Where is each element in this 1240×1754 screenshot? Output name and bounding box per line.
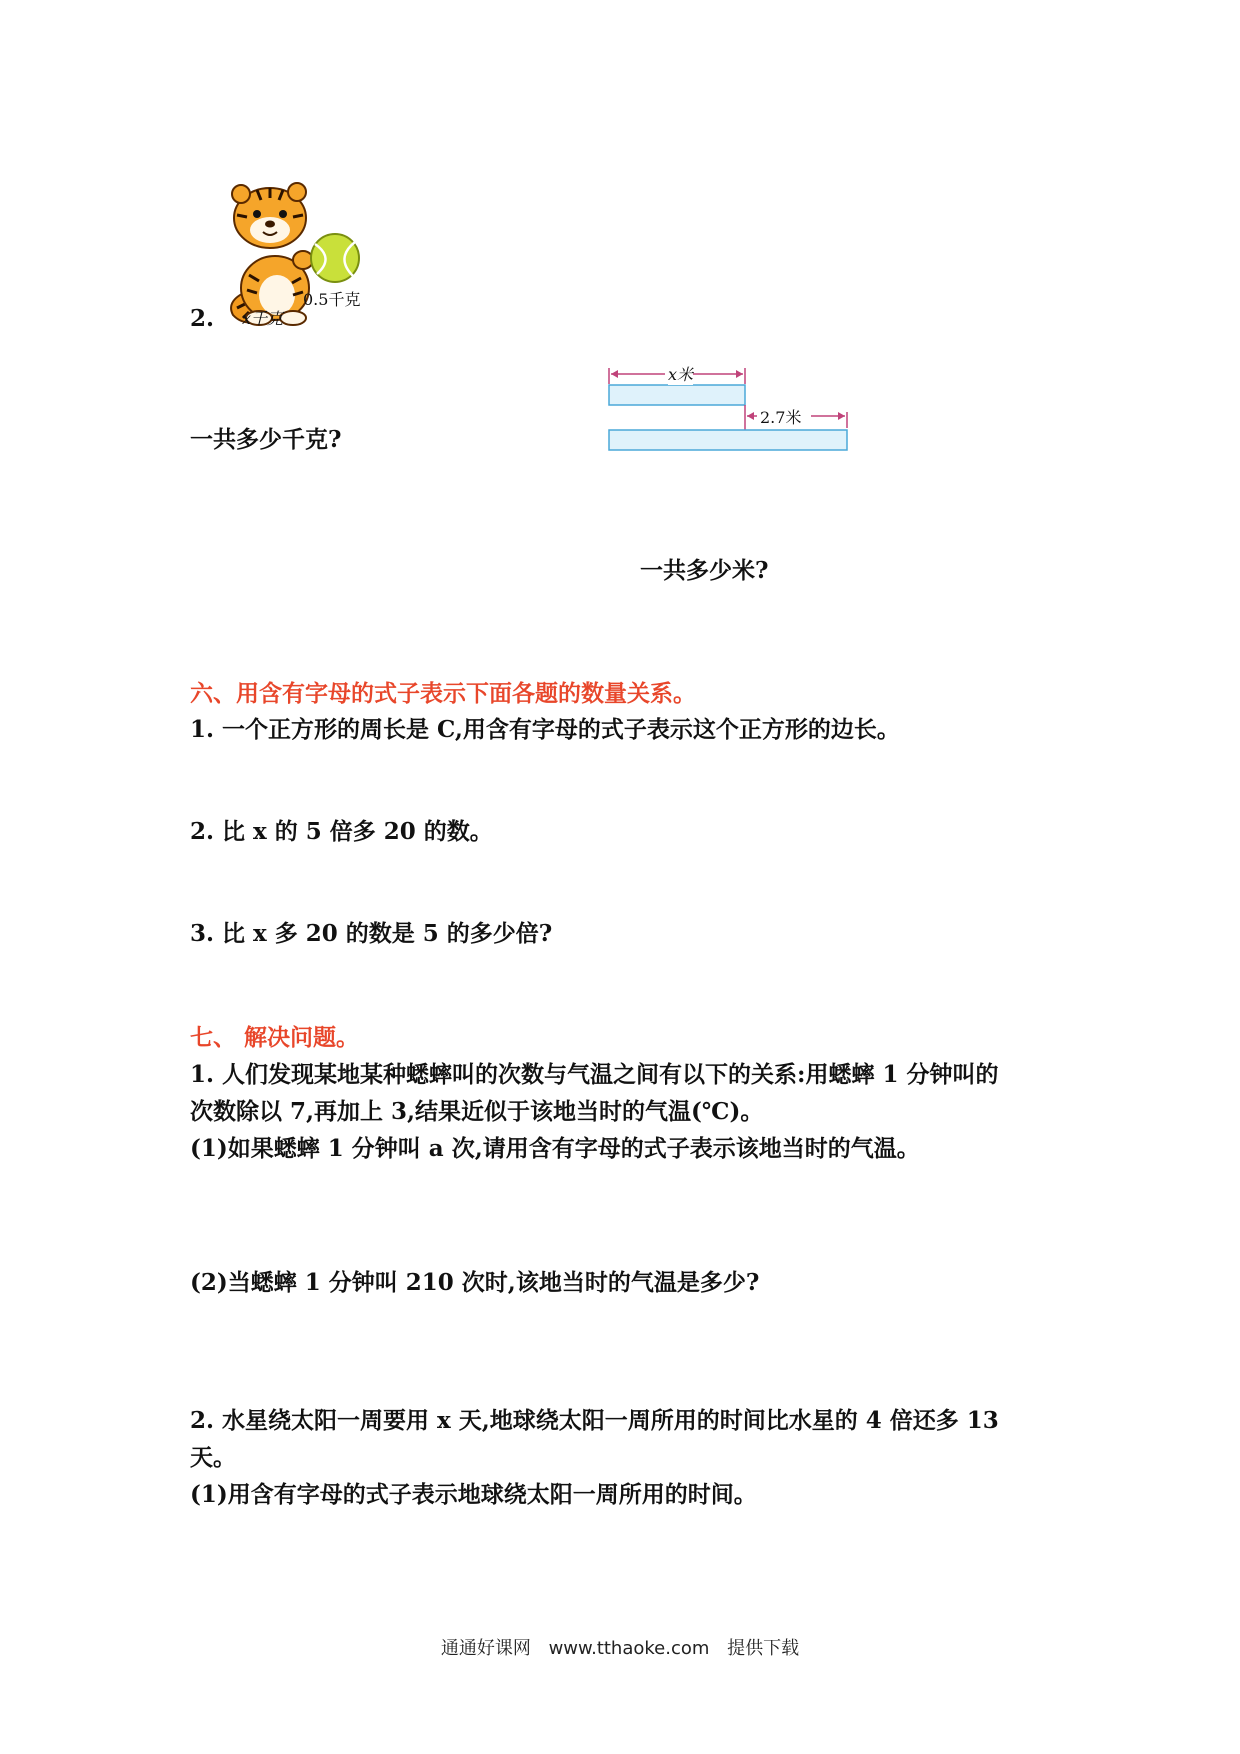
- tiger-weight-label: x千克: [242, 309, 284, 328]
- tiger-arm: [293, 251, 313, 269]
- tiger-nose: [265, 221, 275, 228]
- bottom-bar: [609, 430, 847, 450]
- section-7-q1-line2: 次数除以 7,再加上 3,结果近似于该地当时的气温(℃)。: [190, 1098, 764, 1125]
- footer-url[interactable]: www.tthaoke.com: [548, 1638, 710, 1659]
- section-7-q2-line1: 2. 水星绕太阳一周要用 x 天,地球绕太阳一周所用的时间比水星的 4 倍还多 13: [190, 1407, 999, 1434]
- bar-diagram: [605, 360, 855, 460]
- section-7-title: 七、 解决问题。: [190, 1024, 360, 1051]
- tiger-right-eye: [279, 210, 287, 218]
- top-bar-label: x米: [668, 362, 693, 385]
- tiger-left-eye: [253, 210, 261, 218]
- section-7-q1-part1: (1)如果蟋蟀 1 分钟叫 a 次,请用含有字母的式子表示该地当时的气温。: [190, 1135, 920, 1162]
- tiger-right-ear: [288, 183, 306, 201]
- problem-2-number: 2.: [190, 305, 215, 332]
- top-bar: [609, 385, 745, 405]
- diff-bar-label: 2.7米: [760, 405, 801, 428]
- footer-suffix: 提供下载: [727, 1638, 800, 1659]
- section-6-q3: 3. 比 x 多 20 的数是 5 的多少倍?: [190, 920, 553, 947]
- page-footer: [0, 1634, 1240, 1660]
- diff-arrow-left: [747, 412, 754, 420]
- question-total-m: 一共多少米?: [640, 557, 769, 584]
- section-7-q1-line1: 1. 人们发现某地某种蟋蟀叫的次数与气温之间有以下的关系:用蟋蟀 1 分钟叫的: [190, 1061, 999, 1088]
- ball-weight-label: 0.5千克: [303, 290, 361, 309]
- section-6-q2: 2. 比 x 的 5 倍多 20 的数。: [190, 818, 493, 845]
- top-bar-arrow-left: [611, 370, 618, 378]
- question-total-kg: 一共多少千克?: [190, 426, 342, 453]
- tiger-right-foot: [280, 311, 306, 325]
- top-bar-arrow-right: [736, 370, 743, 378]
- section-7-q2-line2: 天。: [190, 1444, 236, 1471]
- tiger-left-ear: [232, 185, 250, 203]
- footer-site-name: 通通好课网: [440, 1638, 531, 1659]
- section-6-q1: 1. 一个正方形的周长是 C,用含有字母的式子表示这个正方形的边长。: [190, 716, 900, 743]
- section-6-title: 六、用含有字母的式子表示下面各题的数量关系。: [190, 680, 696, 707]
- section-7-q2-part1: (1)用含有字母的式子表示地球绕太阳一周所用的时间。: [190, 1481, 757, 1508]
- diff-arrow-right: [838, 412, 845, 420]
- section-7-q1-part2: (2)当蟋蟀 1 分钟叫 210 次时,该地当时的气温是多少?: [190, 1269, 760, 1296]
